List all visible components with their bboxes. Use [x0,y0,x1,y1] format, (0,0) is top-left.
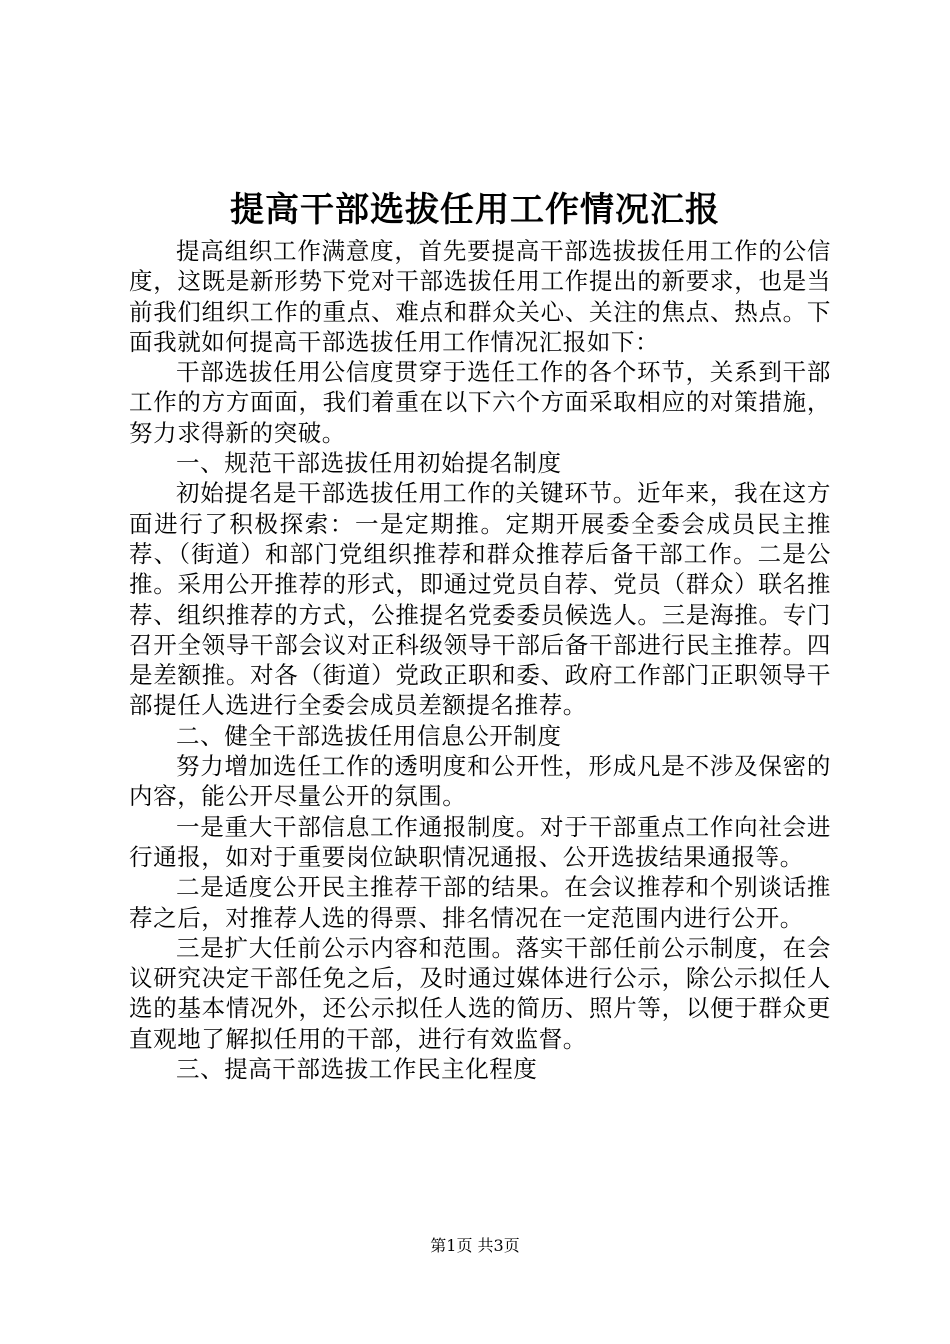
section-heading-3: 三、提高干部选拔工作民主化程度 [176,1055,538,1084]
page-footer: 第1页 共3页 [430,1236,520,1255]
document-title: 提高干部选拔任用工作情况汇报 [230,190,720,230]
section-heading-1: 一、规范干部选拔任用初始提名制度 [176,449,562,478]
paragraph-item-1: 一是重大干部信息工作通报制度。对于干部重点工作向社会进行通报，如对于重要岗位缺职情况通报、公开选拔结果通报等。 [129,812,831,871]
paragraph-intro: 提高组织工作满意度，首先要提高干部选拔拔任用工作的公信度，这既是新形势下党对干部选拔任用工作提出的新要求，也是当前我们组织工作的重点、难点和群众关心、关注的焦点、热点。下面我就如何提高干部选拔任用工作情况汇报如下： [129,237,831,356]
paragraph-transparency: 努力增加选任工作的透明度和公开性，形成凡是不涉及保密的内容，能公开尽量公开的氛围。 [129,752,831,811]
section-heading-2: 二、健全干部选拔任用信息公开制度 [176,721,562,750]
paragraph-item-3: 三是扩大任前公示内容和范围。落实干部任前公示制度，在会议研究决定干部任免之后，及时通过媒体进行公示，除公示拟任人选的基本情况外，还公示拟任人选的简历、照片等，以便于群众更直观地了解拟任用的干部，进行有效监督。 [129,933,831,1053]
paragraph-overview: 干部选拔任用公信度贯穿于选任工作的各个环节，关系到干部工作的方方面面，我们着重在以下六个方面采取相应的对策措施，努力求得新的突破。 [129,358,831,447]
paragraph-item-2: 二是适度公开民主推荐干部的结果。在会议推荐和个别谈话推荐之后，对推荐人选的得票、排名情况在一定范围内进行公开。 [129,873,831,932]
document-body [129,236,831,1084]
paragraph-nomination: 初始提名是干部选拔任用工作的关键环节。近年来，我在这方面进行了积极探索：一是定期推。定期开展委全委会成员民主推荐、（街道）和部门党组织推荐和群众推荐后备干部工作。二是公推。采用公开推荐的形式，即通过党员自荐、党员（群众）联名推荐、组织推荐的方式，公推提名党委委员候选人。三是海推。专门召开全领导干部会议对正科级领导干部后备干部进行民主推荐。四是差额推。对各（街道）党政正职和委、政府工作部门正职领导干部提任人选进行全委会成员差额提名推荐。 [129,479,831,720]
